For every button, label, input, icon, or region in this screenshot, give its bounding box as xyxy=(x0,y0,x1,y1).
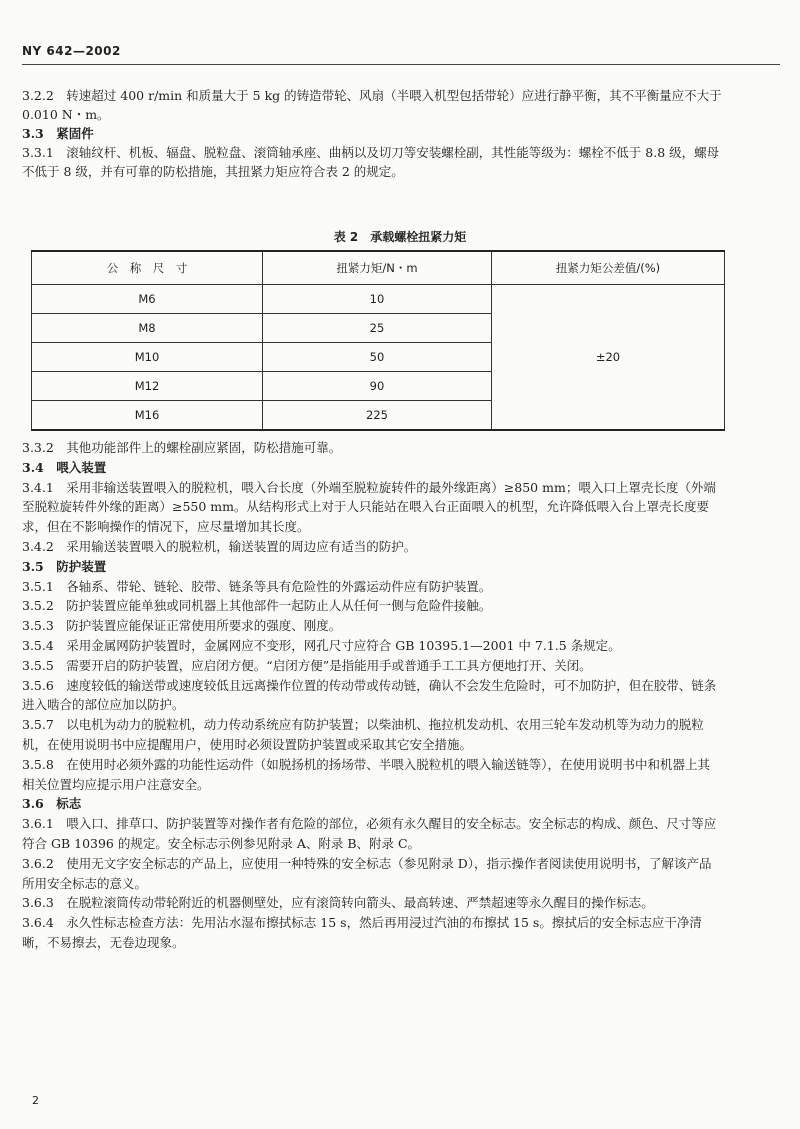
clause-3-6-2: 3.6.2 使用无文字安全标志的产品上，应使用一种特殊的安全标志（参见附录 D），指示操作者阅读使用说明书，了解该产品所用安全标志的意义。 xyxy=(22,855,712,891)
clause-3-3-2: 3.3.2 其他功能部件上的螺栓副应紧固，防松措施可靠。 xyxy=(22,440,342,455)
standard-number: NY 642—2002 xyxy=(22,44,121,58)
clause-3-6-1: 3.6.1 喂入口、排草口、防护装置等对操作者有危险的部位，必须有永久醒目的安全标志。安全标志的构成、颜色、尺寸等应符合 GB 10396 的规定。安全标志示例参见附录 A、附录 B、附录 C。 xyxy=(22,816,717,851)
cell-nominal-size: M10 xyxy=(32,343,263,372)
cell-torque: 10 xyxy=(263,285,492,314)
cell-torque: 50 xyxy=(263,343,492,372)
clause-3-5-3: 3.5.3 防护装置应能保证正常使用所要求的强度、刚度。 xyxy=(22,618,342,634)
header-torque: 扭紧力矩/N・m xyxy=(263,251,492,285)
table-row xyxy=(32,285,725,314)
clause-3-4-1: 3.4.1 采用非输送装置喂入的脱粒机，喂入台长度（外端至脱粒旋转件的最外缘距离）≥850 mm；喂入口上罩壳长度（外端至脱粒旋转件外缘的距离）≥550 mm。从结构形式上对于人只能站在喂入台正面喂入的机型，允许降低喂入台上罩壳长度要求，但在不影响操作的情况下，应尽量增加其长度。 xyxy=(22,479,716,535)
cell-nominal-size: M16 xyxy=(32,401,263,431)
clause-3-5: 3.5 防护装置 xyxy=(22,558,107,574)
cell-torque: 90 xyxy=(263,372,492,401)
clause-3-4-2: 3.4.2 采用输送装置喂入的脱粒机，输送装置的周边应有适当的防护。 xyxy=(22,538,417,554)
cell-torque: 25 xyxy=(263,314,492,343)
clause-3-5-5: 3.5.5 需要开启的防护装置，应启闭方便。“启闭方便”是指能用手或普通手工工具方便地打开、关闭。 xyxy=(22,657,592,673)
clause-3-6-3: 3.6.3 在脱粒滚筒传动带轮附近的机器侧壁处，应有滚筒转向箭头、最高转速、严禁超速等永久醒目的操作标志。 xyxy=(22,895,654,911)
clause-3-6-4: 3.6.4 永久性标志检查方法：先用沾水湿布擦拭标志 15 s，然后再用浸过汽油的布擦拭 15 s。擦拭后的安全标志应干净清晰，不易擦去，无卷边现象。 xyxy=(22,915,702,950)
header-tolerance: 扭紧力矩公差值/(%) xyxy=(492,251,725,285)
header-nominal-size: 公 称 尺 寸 xyxy=(32,251,263,285)
clause-3-4: 3.4 喂入装置 xyxy=(22,459,107,475)
clause-3-5-8: 3.5.8 在使用时必须外露的功能性运动件（如脱扬机的扬场带、半喂入脱粒机的喂入输送链等），在使用说明书中和机器上其相关位置均应提示用户注意安全。 xyxy=(22,756,711,792)
pre-table-clauses xyxy=(22,86,722,181)
clause-3-3-1: 3.3.1 滚轴纹杆、机板、辐盘、脱粒盘、滚筒轴承座、曲柄以及切刀等安装螺栓副，其性能等级为：螺栓不低于 8.8 级，螺母不低于 8 级，并有可靠的防松措施，其扭紧力矩应符合表 2 的规定。 xyxy=(22,145,720,179)
cell-torque: 225 xyxy=(263,401,492,431)
clause-3-2-2: 3.2.2 转速超过 400 r/min 和质量大于 5 kg 的铸造带轮、风扇（半喂入机型包括带轮）应进行静平衡，其不平衡量应不大于 0.010 N・m。 xyxy=(22,88,722,122)
clause-3-5-7: 3.5.7 以电机为动力的脱粒机，动力传动系统应有防护装置；以柴油机、拖拉机发动机、农用三轮车发动机等为动力的脱粒机，在使用说明书中应提醒用户，使用时必须设置防护装置或采取其它安全措施。 xyxy=(22,717,704,752)
cell-nominal-size: M8 xyxy=(32,314,263,343)
clause-3-5-2: 3.5.2 防护装置应能单独或同机器上其他部件一起防止人从任何一侧与危险件接触。 xyxy=(22,598,492,614)
clause-3-5-4: 3.5.4 采用金属网防护装置时，金属网应不变形，网孔尺寸应符合 GB 10395.1—2001 中 7.1.5 条规定。 xyxy=(22,637,621,653)
table-header-row xyxy=(32,251,725,285)
clause-3-5-6: 3.5.6 速度较低的输送带或速度较低且远离操作位置的传动带或传动链，确认不会发生危险时，可不加防护，但在胶带、链条进入啮合的部位应加以防护。 xyxy=(22,677,717,713)
clause-3-5-1: 3.5.1 各轴系、带轮、链轮、胶带、链条等具有危险性的外露运动件应有防护装置。 xyxy=(22,578,492,594)
clause-3-3: 3.3 紧固件 xyxy=(22,126,94,141)
page-number: 2 xyxy=(32,1094,39,1107)
cell-nominal-size: M12 xyxy=(32,372,263,401)
cell-nominal-size: M6 xyxy=(32,285,263,314)
table-title: 表 2 承载螺栓扭紧力矩 xyxy=(333,230,467,244)
clause-3-6: 3.6 标志 xyxy=(22,796,82,812)
post-table-clauses xyxy=(22,438,722,953)
cell-tolerance: ±20 xyxy=(492,285,725,431)
header-rule xyxy=(22,64,780,65)
torque-table xyxy=(31,250,725,431)
table-body xyxy=(32,285,725,431)
